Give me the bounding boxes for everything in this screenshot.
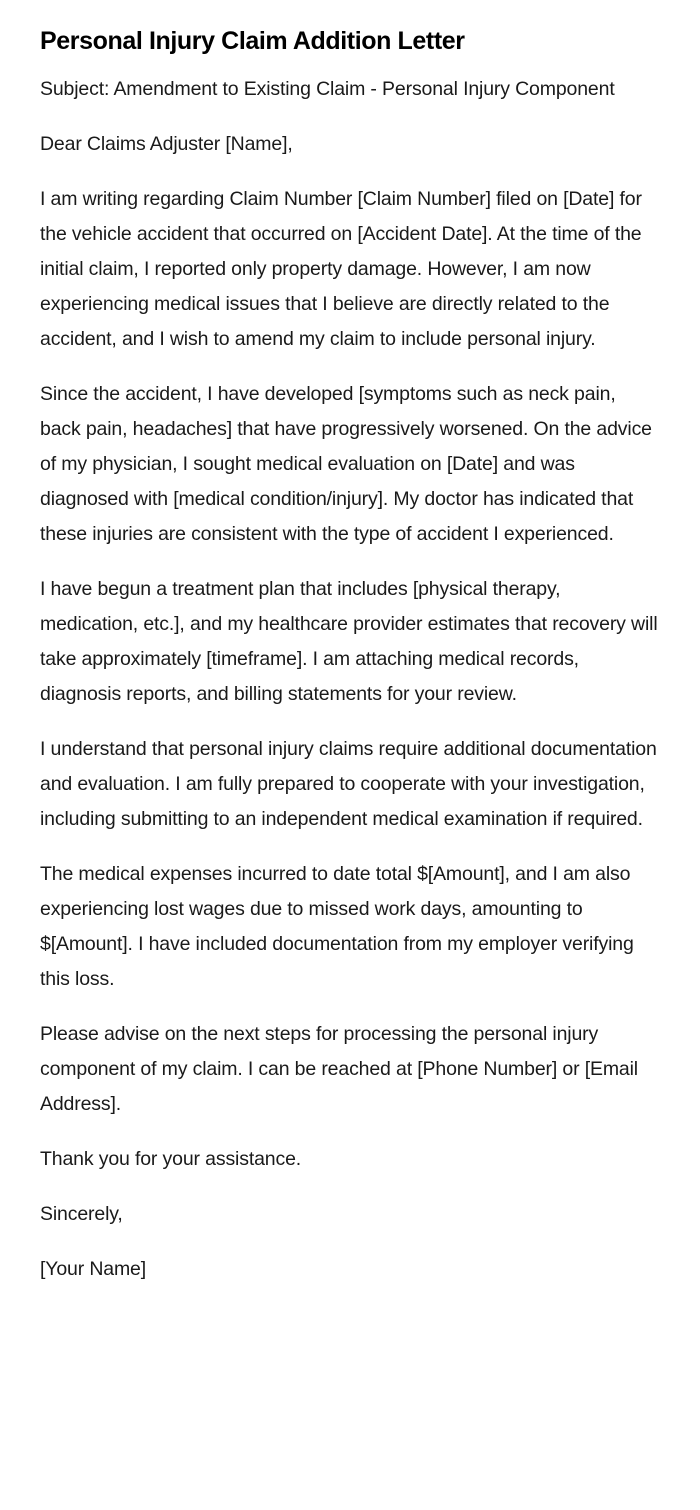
letter-closing: Sincerely, — [40, 1203, 123, 1225]
letter-title: Personal Injury Claim Addition Letter — [40, 27, 465, 55]
letter-thanks: Thank you for your assistance. — [40, 1148, 302, 1170]
letter-paragraph-expenses: The medical expenses incurred to date total $[Amount], and I am also experiencing lost wages due to missed work days, amounting to $[Amount]. I have included documentation from my employer verifying this loss. — [40, 863, 634, 990]
letter-subject: Subject: Amendment to Existing Claim - Personal Injury Component — [40, 78, 615, 100]
letter-signature: [Your Name] — [40, 1258, 147, 1280]
letter-salutation: Dear Claims Adjuster [Name], — [40, 133, 293, 155]
letter-paragraph-next-steps: Please advise on the next steps for processing the personal injury component of my claim. I can be reached at [Phone Number] or [Email Address]. — [40, 1023, 638, 1115]
letter-paragraph-claim-details: I am writing regarding Claim Number [Claim Number] filed on [Date] for the vehicle accident that occurred on [Accident Date]. At the time of the initial claim, I reported only property damage. However, I am now experiencing medical issues that I believe are directly related to the accident, and I wish to amend my claim to include personal injury. — [40, 188, 642, 350]
letter-paragraph-treatment: I have begun a treatment plan that includes [physical therapy, medication, etc.], and my healthcare provider estimates that recovery will take approximately [timeframe]. I am attaching medical records, diagnosis reports, and billing statements for your review. — [40, 578, 658, 705]
letter-paragraph-symptoms: Since the accident, I have developed [symptoms such as neck pain, back pain, headaches] that have progressively worsened. On the advice of my physician, I sought medical evaluation on [Date] and was diagnosed with [medical condition/injury]. My doctor has indicated that these injuries are consistent with the type of accident I experienced. — [40, 383, 652, 545]
letter-paragraph-cooperation: I understand that personal injury claims require additional documentation and evaluation. I am fully prepared to cooperate with your investigation, including submitting to an independent medical examination if required. — [40, 738, 657, 830]
